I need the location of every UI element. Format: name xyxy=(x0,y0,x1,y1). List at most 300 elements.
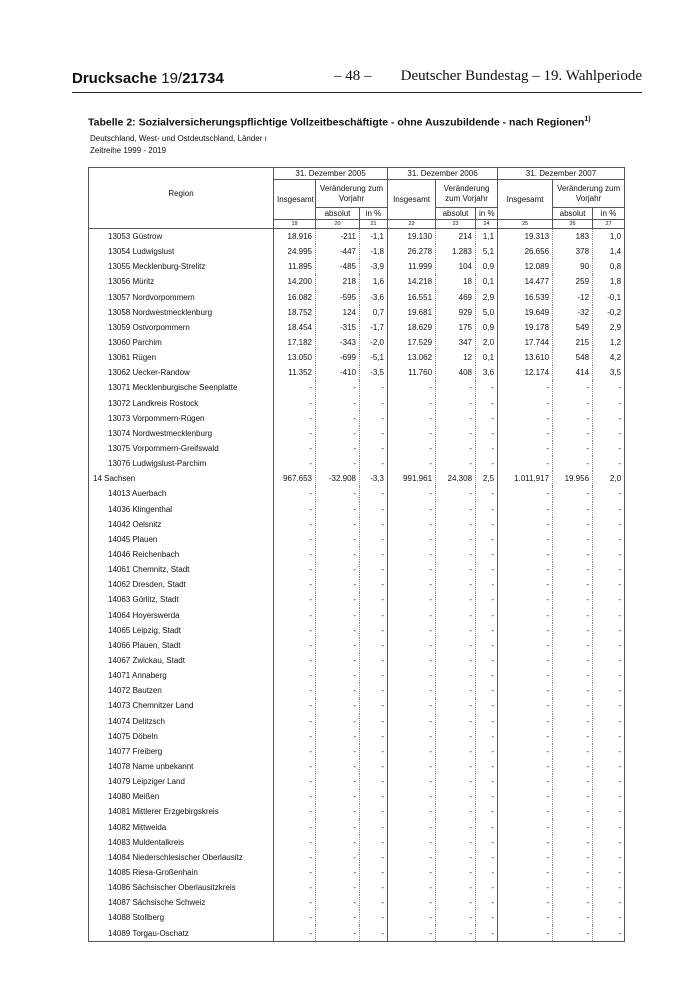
value-cell: - xyxy=(593,638,625,653)
data-table xyxy=(88,167,625,942)
value-cell: - xyxy=(476,774,498,789)
region-cell: 13076 Ludwigslust-Parchim xyxy=(89,456,274,471)
value-cell: - xyxy=(360,380,388,395)
value-cell: - xyxy=(553,517,593,532)
page-number: – 48 – xyxy=(334,68,372,84)
value-cell: - xyxy=(360,623,388,638)
value-cell: - xyxy=(360,925,388,941)
value-cell: - xyxy=(593,759,625,774)
value-cell: - xyxy=(553,592,593,607)
region-cell: 14065 Leipzig, Stadt xyxy=(89,623,274,638)
value-cell: - xyxy=(388,819,436,834)
value-cell: 1.011.917 xyxy=(498,471,553,486)
value-cell: 2,5 xyxy=(476,471,498,486)
region-cell: 14063 Görlitz, Stadt xyxy=(89,592,274,607)
total-header-2007: Insgesamt xyxy=(498,180,553,220)
value-cell: - xyxy=(360,865,388,880)
value-cell: - xyxy=(388,729,436,744)
value-cell: - xyxy=(553,774,593,789)
table-row xyxy=(89,668,625,683)
value-cell: - xyxy=(436,486,476,501)
value-cell: 4,2 xyxy=(593,350,625,365)
value-cell: - xyxy=(360,668,388,683)
region-cell: 14085 Riesa-Großenhain xyxy=(89,865,274,880)
value-cell: - xyxy=(388,608,436,623)
table-row xyxy=(89,592,625,607)
value-cell: - xyxy=(316,729,360,744)
value-cell: 259 xyxy=(553,274,593,289)
value-cell: 5,1 xyxy=(476,244,498,259)
value-cell: - xyxy=(593,895,625,910)
value-cell: - xyxy=(436,789,476,804)
value-cell: -0,2 xyxy=(593,305,625,320)
region-cell: 13071 Mecklenburgische Seenplatte xyxy=(89,380,274,395)
value-cell: - xyxy=(476,396,498,411)
value-cell: 5,0 xyxy=(476,305,498,320)
value-cell: - xyxy=(553,411,593,426)
value-cell: - xyxy=(553,729,593,744)
value-cell: - xyxy=(553,880,593,895)
column-number: 21 xyxy=(360,220,388,229)
value-cell: 11.999 xyxy=(388,259,436,274)
table-row xyxy=(89,396,625,411)
value-cell: - xyxy=(316,910,360,925)
value-cell: - xyxy=(553,623,593,638)
value-cell: - xyxy=(476,850,498,865)
value-cell: 3,6 xyxy=(476,365,498,380)
value-cell: -3,5 xyxy=(360,365,388,380)
table-row xyxy=(89,653,625,668)
region-cell: 13059 Ostvorpommern xyxy=(89,320,274,335)
value-cell: 11.352 xyxy=(274,365,316,380)
value-cell: - xyxy=(316,880,360,895)
value-cell: - xyxy=(476,517,498,532)
value-cell: - xyxy=(316,608,360,623)
value-cell: 0,9 xyxy=(476,320,498,335)
value-cell: 12 xyxy=(436,350,476,365)
value-cell: - xyxy=(360,804,388,819)
value-cell: -1,1 xyxy=(360,229,388,245)
table-row xyxy=(89,350,625,365)
value-cell: 17.182 xyxy=(274,335,316,350)
region-cell: 13056 Müritz xyxy=(89,274,274,289)
value-cell: - xyxy=(388,789,436,804)
value-cell: - xyxy=(436,396,476,411)
total-header-2005: Insgesamt xyxy=(274,180,316,220)
table-row xyxy=(89,335,625,350)
column-number: 20 xyxy=(316,220,360,229)
value-cell: - xyxy=(498,592,553,607)
table-row xyxy=(89,229,625,245)
value-cell: 967.653 xyxy=(274,471,316,486)
table-row xyxy=(89,426,625,441)
value-cell: - xyxy=(274,850,316,865)
value-cell: - xyxy=(498,486,553,501)
value-cell: - xyxy=(360,653,388,668)
percent-header-2005: in % xyxy=(360,208,388,220)
change-header-2005: Veränderung zum Vorjahr xyxy=(316,180,388,208)
value-cell: - xyxy=(498,910,553,925)
value-cell: 18.752 xyxy=(274,305,316,320)
value-cell: - xyxy=(476,562,498,577)
value-cell: - xyxy=(316,804,360,819)
region-cell: 14083 Muldentalkreis xyxy=(89,835,274,850)
value-cell: - xyxy=(274,925,316,941)
value-cell: 214 xyxy=(436,229,476,245)
value-cell: - xyxy=(593,517,625,532)
value-cell: - xyxy=(316,698,360,713)
value-cell: - xyxy=(593,592,625,607)
column-number: 23 xyxy=(436,220,476,229)
value-cell: - xyxy=(274,456,316,471)
value-cell: 183 xyxy=(553,229,593,245)
change-header-2007: Veränderung zum Vorjahr xyxy=(553,180,625,208)
value-cell: - xyxy=(553,698,593,713)
value-cell: - xyxy=(476,819,498,834)
value-cell: - xyxy=(476,668,498,683)
value-cell: -447 xyxy=(316,244,360,259)
value-cell: - xyxy=(316,411,360,426)
value-cell: - xyxy=(476,638,498,653)
value-cell: - xyxy=(388,925,436,941)
value-cell: - xyxy=(476,547,498,562)
value-cell: 11.760 xyxy=(388,365,436,380)
value-cell: -1,8 xyxy=(360,244,388,259)
value-cell: 1,2 xyxy=(593,335,625,350)
value-cell: - xyxy=(593,744,625,759)
value-cell: - xyxy=(436,547,476,562)
table-row xyxy=(89,471,625,486)
value-cell: 104 xyxy=(436,259,476,274)
value-cell: - xyxy=(498,880,553,895)
value-cell: - xyxy=(316,835,360,850)
value-cell: - xyxy=(593,835,625,850)
value-cell: - xyxy=(274,532,316,547)
region-cell: 14046 Reichenbach xyxy=(89,547,274,562)
value-cell: 1,4 xyxy=(593,244,625,259)
value-cell: 2,0 xyxy=(476,335,498,350)
value-cell: - xyxy=(553,668,593,683)
value-cell: - xyxy=(498,729,553,744)
year-header-2007: 31. Dezember 2007 xyxy=(498,168,625,180)
value-cell: - xyxy=(498,547,553,562)
region-cell: 14080 Meißen xyxy=(89,789,274,804)
value-cell: - xyxy=(476,910,498,925)
value-cell: 19.649 xyxy=(498,305,553,320)
value-cell: - xyxy=(316,865,360,880)
value-cell: - xyxy=(436,380,476,395)
value-cell: - xyxy=(436,668,476,683)
region-cell: 14087 Sächsische Schweiz xyxy=(89,895,274,910)
value-cell: -485 xyxy=(316,259,360,274)
value-cell: - xyxy=(436,562,476,577)
value-cell: - xyxy=(274,714,316,729)
value-cell: - xyxy=(593,714,625,729)
region-cell: 14071 Annaberg xyxy=(89,668,274,683)
value-cell: - xyxy=(274,547,316,562)
table-row xyxy=(89,305,625,320)
value-cell: - xyxy=(476,532,498,547)
value-cell: - xyxy=(388,835,436,850)
value-cell: - xyxy=(360,683,388,698)
value-cell: - xyxy=(316,774,360,789)
value-cell: -3,9 xyxy=(360,259,388,274)
value-cell: - xyxy=(476,895,498,910)
value-cell: 24.995 xyxy=(274,244,316,259)
value-cell: - xyxy=(498,562,553,577)
value-cell: - xyxy=(316,577,360,592)
value-cell: - xyxy=(476,653,498,668)
value-cell: 1,1 xyxy=(476,229,498,245)
value-cell: 26.278 xyxy=(388,244,436,259)
header-rule xyxy=(72,92,642,93)
value-cell: 0,1 xyxy=(476,274,498,289)
value-cell: - xyxy=(388,744,436,759)
value-cell: - xyxy=(498,835,553,850)
value-cell: - xyxy=(593,532,625,547)
value-cell: - xyxy=(316,441,360,456)
value-cell: 408 xyxy=(436,365,476,380)
value-cell: - xyxy=(274,774,316,789)
value-cell: - xyxy=(360,426,388,441)
value-cell: - xyxy=(388,638,436,653)
value-cell: - xyxy=(388,441,436,456)
value-cell: - xyxy=(316,547,360,562)
value-cell: 19.313 xyxy=(498,229,553,245)
value-cell: - xyxy=(274,819,316,834)
value-cell: - xyxy=(360,850,388,865)
table-subtitle-scope: Deutschland, West- und Ostdeutschland, Länder ı xyxy=(90,134,267,143)
table-row xyxy=(89,850,625,865)
value-cell: 17.529 xyxy=(388,335,436,350)
value-cell: - xyxy=(498,698,553,713)
value-cell: - xyxy=(274,698,316,713)
value-cell: - xyxy=(476,592,498,607)
value-cell: - xyxy=(316,456,360,471)
value-cell: - xyxy=(593,547,625,562)
region-cell: 13053 Güstrow xyxy=(89,229,274,245)
value-cell: - xyxy=(593,502,625,517)
value-cell: - xyxy=(360,638,388,653)
table-row xyxy=(89,865,625,880)
value-cell: - xyxy=(553,759,593,774)
value-cell: 13.610 xyxy=(498,350,553,365)
value-cell: - xyxy=(476,804,498,819)
value-cell: - xyxy=(388,668,436,683)
value-cell: - xyxy=(436,759,476,774)
value-cell: 215 xyxy=(553,335,593,350)
region-cell: 14042 Oelsnitz xyxy=(89,517,274,532)
table-row xyxy=(89,456,625,471)
table-row xyxy=(89,608,625,623)
value-cell: - xyxy=(476,744,498,759)
value-cell: - xyxy=(274,759,316,774)
value-cell: - xyxy=(274,865,316,880)
value-cell: - xyxy=(388,910,436,925)
value-cell: - xyxy=(498,608,553,623)
value-cell: - xyxy=(274,910,316,925)
value-cell: 378 xyxy=(553,244,593,259)
value-cell: - xyxy=(316,744,360,759)
value-cell: - xyxy=(476,835,498,850)
value-cell: - xyxy=(476,623,498,638)
value-cell: - xyxy=(498,850,553,865)
doc-prefix: 19/ xyxy=(161,70,183,87)
value-cell: - xyxy=(388,517,436,532)
value-cell: - xyxy=(274,426,316,441)
value-cell: - xyxy=(476,698,498,713)
table-row xyxy=(89,774,625,789)
value-cell: - xyxy=(476,729,498,744)
value-cell: - xyxy=(593,819,625,834)
value-cell: - xyxy=(498,668,553,683)
value-cell: -343 xyxy=(316,335,360,350)
value-cell: 17.744 xyxy=(498,335,553,350)
value-cell: - xyxy=(316,623,360,638)
value-cell: - xyxy=(388,502,436,517)
value-cell: - xyxy=(274,653,316,668)
table-row xyxy=(89,380,625,395)
value-cell: - xyxy=(498,683,553,698)
value-cell: 0,7 xyxy=(360,305,388,320)
value-cell: -3,3 xyxy=(360,471,388,486)
value-cell: - xyxy=(498,411,553,426)
value-cell: 12.089 xyxy=(498,259,553,274)
value-cell: - xyxy=(553,850,593,865)
value-cell: - xyxy=(436,895,476,910)
value-cell: - xyxy=(593,562,625,577)
value-cell: - xyxy=(553,532,593,547)
value-cell: 26.656 xyxy=(498,244,553,259)
value-cell: - xyxy=(498,744,553,759)
value-cell: - xyxy=(436,835,476,850)
value-cell: 16.082 xyxy=(274,290,316,305)
value-cell: - xyxy=(593,683,625,698)
value-cell: - xyxy=(436,502,476,517)
value-cell: - xyxy=(436,623,476,638)
region-cell: 14084 Niederschlesischer Oberlausitz xyxy=(89,850,274,865)
value-cell: - xyxy=(436,880,476,895)
value-cell: 1,8 xyxy=(593,274,625,289)
value-cell: 19.681 xyxy=(388,305,436,320)
value-cell: -12 xyxy=(553,290,593,305)
value-cell: -32 xyxy=(553,305,593,320)
value-cell: - xyxy=(436,925,476,941)
value-cell: - xyxy=(593,456,625,471)
column-number: 22 xyxy=(388,220,436,229)
value-cell: - xyxy=(388,759,436,774)
value-cell: - xyxy=(553,744,593,759)
value-cell: - xyxy=(274,486,316,501)
table-title-text: Tabelle 2: Sozialversicherungspflichtige Vollzeitbeschäftigte - ohne Auszubildende - nach Regionen xyxy=(88,116,585,129)
table-row xyxy=(89,274,625,289)
value-cell: 469 xyxy=(436,290,476,305)
table-row xyxy=(89,365,625,380)
table-row xyxy=(89,698,625,713)
value-cell: - xyxy=(360,411,388,426)
table-row xyxy=(89,517,625,532)
value-cell: - xyxy=(476,502,498,517)
value-cell: - xyxy=(553,789,593,804)
region-cell: 14036 Klingenthal xyxy=(89,502,274,517)
value-cell: - xyxy=(360,577,388,592)
value-cell: - xyxy=(360,744,388,759)
value-cell: - xyxy=(274,608,316,623)
value-cell: - xyxy=(476,411,498,426)
value-cell: - xyxy=(274,562,316,577)
value-cell: 19.956 xyxy=(553,471,593,486)
document-number xyxy=(72,70,224,87)
year-header-2005: 31. Dezember 2005 xyxy=(274,168,388,180)
value-cell: - xyxy=(388,850,436,865)
value-cell: - xyxy=(498,532,553,547)
value-cell: - xyxy=(388,895,436,910)
table-row xyxy=(89,547,625,562)
region-cell: 14074 Delitzsch xyxy=(89,714,274,729)
value-cell: - xyxy=(593,774,625,789)
column-number: 27 xyxy=(593,220,625,229)
value-cell: - xyxy=(436,532,476,547)
value-cell: - xyxy=(388,653,436,668)
value-cell: 3,5 xyxy=(593,365,625,380)
region-cell: 13075 Vorpommern-Greifswald xyxy=(89,441,274,456)
value-cell: - xyxy=(593,426,625,441)
region-cell: 14081 Mittlerer Erzgebirgskreis xyxy=(89,804,274,819)
value-cell: - xyxy=(316,925,360,941)
value-cell: - xyxy=(388,456,436,471)
table-row xyxy=(89,441,625,456)
value-cell: - xyxy=(274,744,316,759)
value-cell: - xyxy=(274,683,316,698)
title-footnote: 1) xyxy=(584,116,591,123)
doc-number: 21734 xyxy=(182,70,224,87)
table-row xyxy=(89,244,625,259)
absolute-header-2006: absolut xyxy=(436,208,476,220)
value-cell: 19.130 xyxy=(388,229,436,245)
value-cell: - xyxy=(274,380,316,395)
value-cell: - xyxy=(360,396,388,411)
value-cell: - xyxy=(436,910,476,925)
column-number: 26 xyxy=(553,220,593,229)
value-cell: - xyxy=(436,714,476,729)
value-cell: - xyxy=(553,380,593,395)
value-cell: - xyxy=(498,819,553,834)
value-cell: - xyxy=(553,683,593,698)
region-cell: 14066 Plauen, Stadt xyxy=(89,638,274,653)
table-row xyxy=(89,925,625,941)
value-cell: - xyxy=(360,895,388,910)
region-cell: 14075 Döbeln xyxy=(89,729,274,744)
value-cell: - xyxy=(476,486,498,501)
value-cell: 218 xyxy=(316,274,360,289)
table-header xyxy=(89,168,625,229)
value-cell: - xyxy=(476,925,498,941)
region-cell: 13062 Uecker-Randow xyxy=(89,365,274,380)
value-cell: - xyxy=(553,608,593,623)
value-cell: - xyxy=(476,608,498,623)
value-cell: - xyxy=(553,638,593,653)
table-row xyxy=(89,502,625,517)
value-cell: - xyxy=(593,396,625,411)
total-header-2006: Insgesamt xyxy=(388,180,436,220)
table-row xyxy=(89,259,625,274)
value-cell: - xyxy=(553,486,593,501)
value-cell: - xyxy=(436,608,476,623)
value-cell: - xyxy=(498,804,553,819)
value-cell: 11.895 xyxy=(274,259,316,274)
value-cell: - xyxy=(436,774,476,789)
value-cell: - xyxy=(274,835,316,850)
